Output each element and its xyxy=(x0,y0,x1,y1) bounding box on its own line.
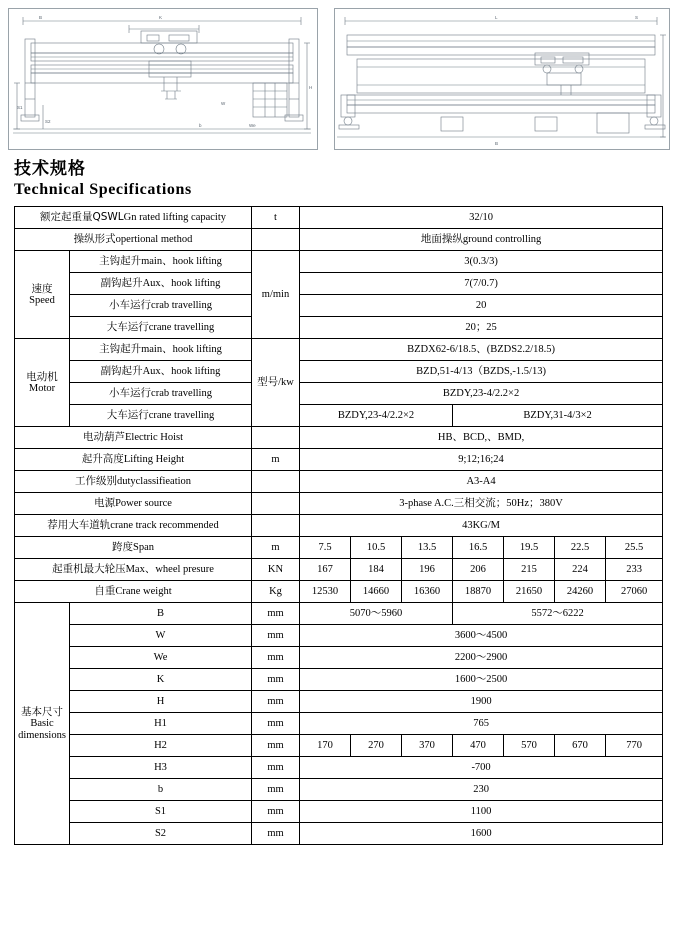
crane-weight-value: 16360 xyxy=(402,581,453,603)
table-row xyxy=(15,735,663,757)
svg-text:H: H xyxy=(309,85,313,90)
dim-value-H2: 170 xyxy=(300,735,351,757)
dim-unit-K: mm xyxy=(252,669,300,691)
crane-weight-value: 12530 xyxy=(300,581,351,603)
row-value-lifting-height: 9;12;16;24 xyxy=(300,449,663,471)
table-row xyxy=(15,823,663,845)
table-row xyxy=(15,801,663,823)
dim-unit-S2: mm xyxy=(252,823,300,845)
dim-unit-W: mm xyxy=(252,625,300,647)
span-value: 22.5 xyxy=(555,537,606,559)
span-value: 13.5 xyxy=(402,537,453,559)
dim-value-K: 1600～2500 xyxy=(300,669,663,691)
row-value-motor-crane-right: BZDY,31-4/3×2 xyxy=(453,405,663,427)
row-value-speed-main-hook: 3(0.3/3) xyxy=(300,251,663,273)
dim-value-H2: 670 xyxy=(555,735,606,757)
table-row xyxy=(15,493,663,515)
row-unit-wheel-pressure: KN xyxy=(252,559,300,581)
row-value-duty-classification: A3-A4 xyxy=(300,471,663,493)
dim-unit-H1: mm xyxy=(252,713,300,735)
row-label-lifting-height: 起升高度Lifting Height xyxy=(15,449,252,471)
dim-label-H1: H1 xyxy=(70,713,252,735)
row-label-motor-crab: 小车运行crab travelling xyxy=(70,383,252,405)
row-label-motor-crane: 大车运行crane travelling xyxy=(70,405,252,427)
table-row xyxy=(15,361,663,383)
row-unit-power-source xyxy=(252,493,300,515)
wheel-pressure-value: 196 xyxy=(402,559,453,581)
dim-label-S1: S1 xyxy=(70,801,252,823)
dim-value-b: 230 xyxy=(300,779,663,801)
row-unit-span: m xyxy=(252,537,300,559)
dim-label-b: b xyxy=(70,779,252,801)
dim-value-B-left: 5070～5960 xyxy=(300,603,453,625)
row-value-speed-crane: 20；25 xyxy=(300,317,663,339)
crane-weight-value: 18870 xyxy=(453,581,504,603)
svg-text:S: S xyxy=(635,15,639,20)
dim-value-We: 2200～2900 xyxy=(300,647,663,669)
dim-unit-We: mm xyxy=(252,647,300,669)
row-label-duty-classification: 工作级别dutyclassifieation xyxy=(15,471,252,493)
dim-label-We: We xyxy=(70,647,252,669)
group-unit-motor: 型号/kw xyxy=(252,339,300,427)
dim-unit-H2: mm xyxy=(252,735,300,757)
table-row xyxy=(15,779,663,801)
row-value-motor-crane-left: BZDY,23-4/2.2×2 xyxy=(300,405,453,427)
row-value-speed-aux-hook: 7(7/0.7) xyxy=(300,273,663,295)
crane-weight-value: 24260 xyxy=(555,581,606,603)
row-unit-duty-classification xyxy=(252,471,300,493)
table-row xyxy=(15,515,663,537)
dim-unit-S1: mm xyxy=(252,801,300,823)
crane-weight-value: 27060 xyxy=(606,581,663,603)
dim-value-H: 1900 xyxy=(300,691,663,713)
row-label-crane-weight: 自重Crane weight xyxy=(15,581,252,603)
row-value-crane-track: 43KG/M xyxy=(300,515,663,537)
row-value-rated-capacity: 32/10 xyxy=(300,207,663,229)
table-row xyxy=(15,207,663,229)
end-view-crane-drawing xyxy=(8,8,318,150)
dim-value-S1: 1100 xyxy=(300,801,663,823)
svg-text:We: We xyxy=(249,123,256,128)
table-row xyxy=(15,449,663,471)
table-row xyxy=(15,383,663,405)
crane-weight-value: 14660 xyxy=(351,581,402,603)
dim-label-W: W xyxy=(70,625,252,647)
dim-value-H2: 470 xyxy=(453,735,504,757)
span-value: 7.5 xyxy=(300,537,351,559)
row-label-span: 跨度Span xyxy=(15,537,252,559)
section-title xyxy=(14,159,676,200)
dim-value-B-right: 5572～6222 xyxy=(453,603,663,625)
row-unit-rated-capacity: t xyxy=(252,207,300,229)
table-row xyxy=(15,339,663,361)
span-value: 10.5 xyxy=(351,537,402,559)
dim-label-K: K xyxy=(70,669,252,691)
row-value-motor-crab: BZDY,23-4/2.2×2 xyxy=(300,383,663,405)
dim-label-H2: H2 xyxy=(70,735,252,757)
table-row xyxy=(15,229,663,251)
svg-text:K: K xyxy=(159,15,163,20)
table-row xyxy=(15,603,663,625)
wheel-pressure-value: 167 xyxy=(300,559,351,581)
table-row xyxy=(15,625,663,647)
dim-value-H2: 570 xyxy=(504,735,555,757)
dim-label-H: H xyxy=(70,691,252,713)
row-value-operational-method: 地面操纵ground controlling xyxy=(300,229,663,251)
svg-text:b: b xyxy=(199,123,202,128)
side-view-crane-drawing xyxy=(334,8,670,150)
row-label-power-source: 电源Power source xyxy=(15,493,252,515)
table-row xyxy=(15,317,663,339)
group-label-motor: 电动机 Motor xyxy=(15,339,70,427)
row-label-electric-hoist: 电动葫芦Electric Hoist xyxy=(15,427,252,449)
technical-specifications-table xyxy=(14,206,663,845)
dim-value-H2: 770 xyxy=(606,735,663,757)
wheel-pressure-value: 215 xyxy=(504,559,555,581)
svg-text:S1: S1 xyxy=(17,105,23,110)
dim-label-H3: H3 xyxy=(70,757,252,779)
dim-unit-H3: mm xyxy=(252,757,300,779)
row-value-speed-crab: 20 xyxy=(300,295,663,317)
table-row xyxy=(15,647,663,669)
row-label-wheel-pressure: 起重机最大轮压Max、wheel presure xyxy=(15,559,252,581)
row-label-speed-crane: 大车运行crane travelling xyxy=(70,317,252,339)
table-row xyxy=(15,713,663,735)
row-unit-electric-hoist xyxy=(252,427,300,449)
dim-label-B: B xyxy=(70,603,252,625)
table-row xyxy=(15,251,663,273)
row-label-speed-crab: 小车运行crab travelling xyxy=(70,295,252,317)
svg-text:W: W xyxy=(221,101,226,106)
svg-text:B: B xyxy=(39,15,43,20)
table-row xyxy=(15,757,663,779)
row-label-rated-capacity: 额定起重量QSWLGn rated lifting capacity xyxy=(15,207,252,229)
table-row xyxy=(15,405,663,427)
table-row xyxy=(15,295,663,317)
row-unit-lifting-height: m xyxy=(252,449,300,471)
crane-weight-value: 21650 xyxy=(504,581,555,603)
group-label-basic-dimensions: 基本尺寸 Basic dimensions xyxy=(15,603,70,845)
row-unit-crane-weight: Kg xyxy=(252,581,300,603)
drawings-area xyxy=(0,0,676,155)
wheel-pressure-value: 184 xyxy=(351,559,402,581)
dim-value-H2: 370 xyxy=(402,735,453,757)
table-row xyxy=(15,691,663,713)
row-label-crane-track: 荐用大车道轨crane track recommended xyxy=(15,515,252,537)
dim-value-W: 3600～4500 xyxy=(300,625,663,647)
svg-text:S2: S2 xyxy=(45,119,51,124)
svg-text:L: L xyxy=(495,15,498,20)
row-label-speed-aux-hook: 副钩起升Aux、hook lifting xyxy=(70,273,252,295)
table-row xyxy=(15,669,663,691)
row-unit-operational-method xyxy=(252,229,300,251)
row-value-electric-hoist: HB、BCD,、BMD, xyxy=(300,427,663,449)
row-value-motor-main-hook: BZDX62-6/18.5、(BZDS2.2/18.5) xyxy=(300,339,663,361)
svg-text:B: B xyxy=(495,141,499,146)
wheel-pressure-value: 233 xyxy=(606,559,663,581)
dim-value-H2: 270 xyxy=(351,735,402,757)
dim-label-S2: S2 xyxy=(70,823,252,845)
page-title-cn: 技术规格 xyxy=(14,159,86,179)
table-row xyxy=(15,559,663,581)
row-value-power-source: 3-phase A.C.三相交流；50Hz；380V xyxy=(300,493,663,515)
dim-value-H1: 765 xyxy=(300,713,663,735)
dim-unit-H: mm xyxy=(252,691,300,713)
wheel-pressure-value: 224 xyxy=(555,559,606,581)
span-value: 16.5 xyxy=(453,537,504,559)
row-label-motor-main-hook: 主钩起升main、hook lifting xyxy=(70,339,252,361)
table-row xyxy=(15,273,663,295)
table-row xyxy=(15,427,663,449)
group-unit-speed: m/min xyxy=(252,251,300,339)
row-unit-crane-track xyxy=(252,515,300,537)
table-row xyxy=(15,537,663,559)
span-value: 19.5 xyxy=(504,537,555,559)
row-label-speed-main-hook: 主钩起升main、hook lifting xyxy=(70,251,252,273)
wheel-pressure-value: 206 xyxy=(453,559,504,581)
table-row xyxy=(15,471,663,493)
dim-value-S2: 1600 xyxy=(300,823,663,845)
row-label-operational-method: 操纵形式opertional method xyxy=(15,229,252,251)
table-row xyxy=(15,581,663,603)
dim-unit-B: mm xyxy=(252,603,300,625)
row-value-motor-aux-hook: BZD,51-4/13（BZDS,-1.5/13) xyxy=(300,361,663,383)
row-label-motor-aux-hook: 副钩起升Aux、hook lifting xyxy=(70,361,252,383)
group-label-speed: 速度 Speed xyxy=(15,251,70,339)
dim-value-H3: -700 xyxy=(300,757,663,779)
span-value: 25.5 xyxy=(606,537,663,559)
dim-unit-b: mm xyxy=(252,779,300,801)
page-title-en: Technical Specifications xyxy=(14,181,192,198)
